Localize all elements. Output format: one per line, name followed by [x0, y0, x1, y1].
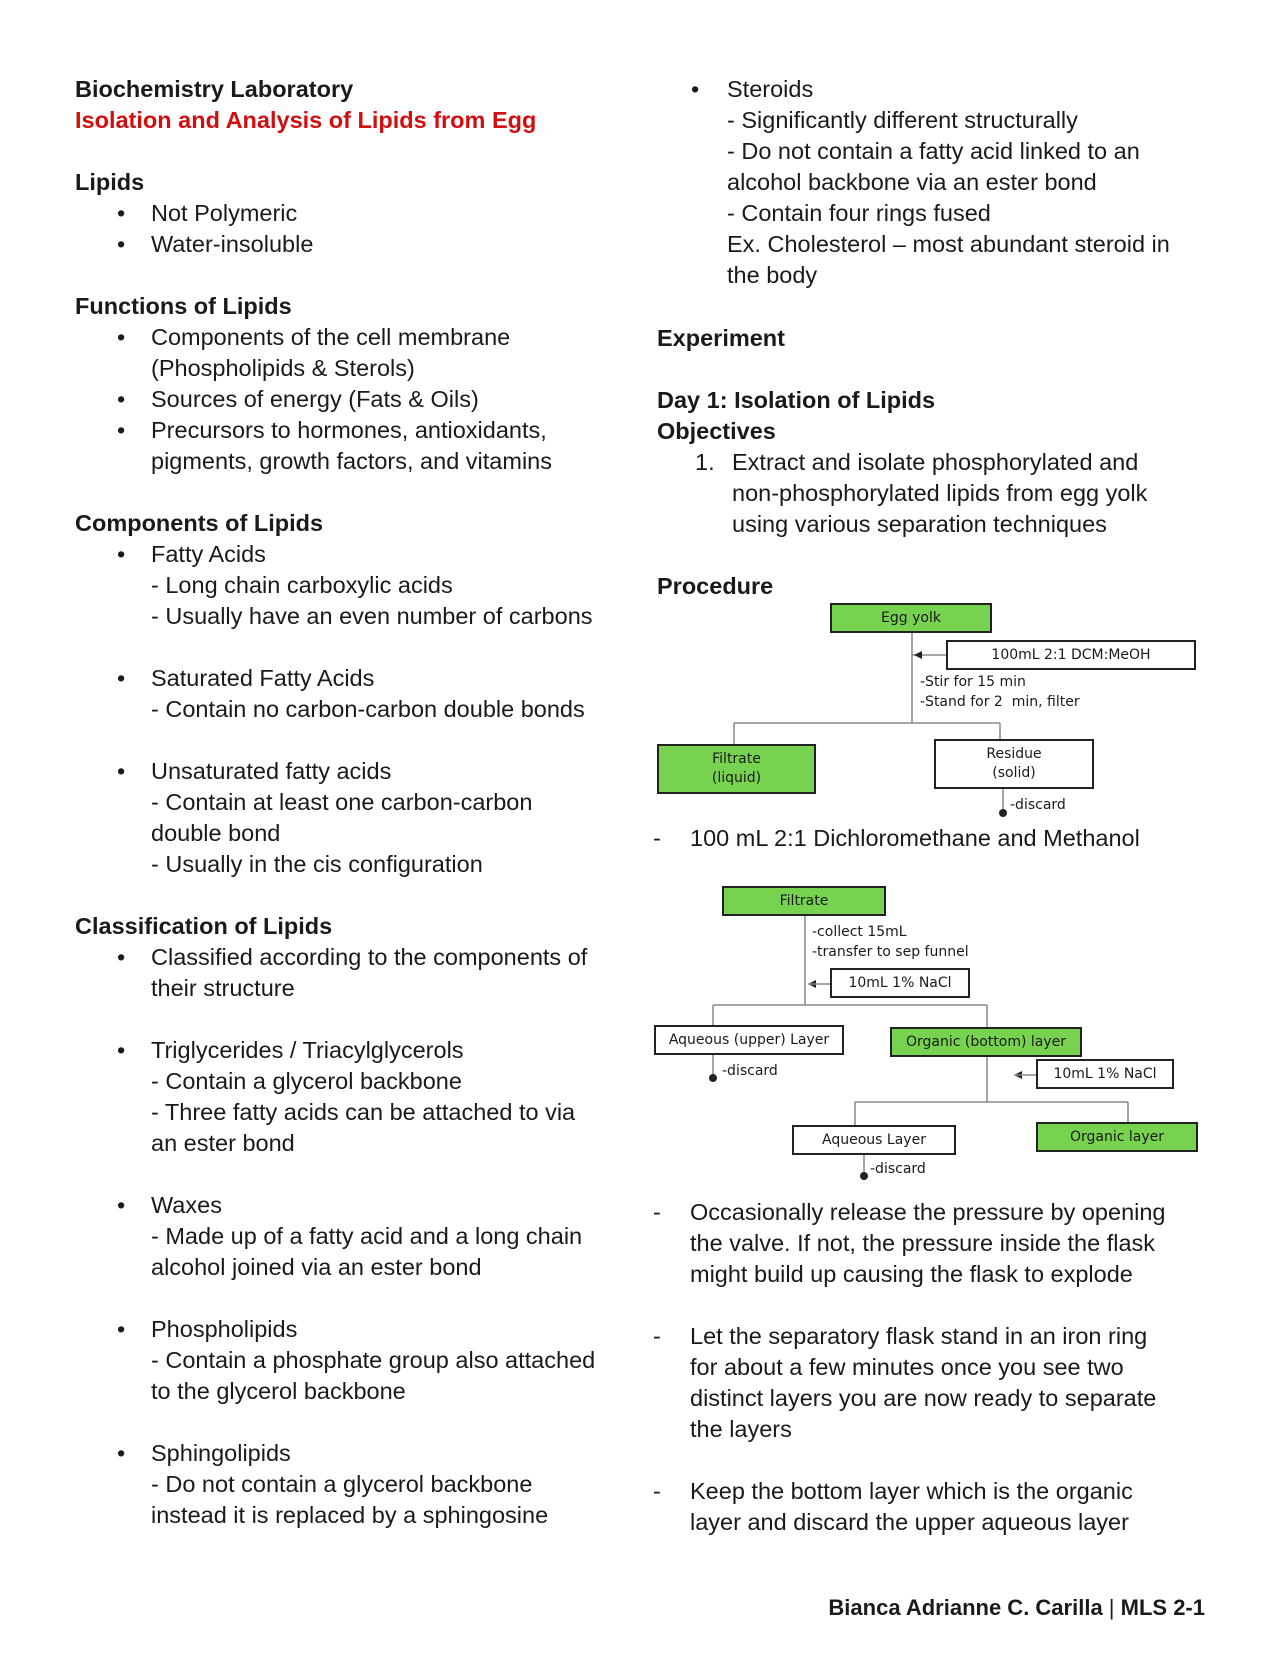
lipids-bullet: • Water-insoluble: [117, 231, 314, 257]
procedure-notes: [653, 1197, 1213, 1538]
lipids-heading: Lipids: [75, 169, 145, 195]
classification-heading: Classification of Lipids: [75, 913, 333, 939]
egg-yolk-box: Egg yolk: [830, 603, 992, 633]
note-item: - Keep the bottom layer which is the organic layer and discard the upper aqueous layer: [653, 1478, 1133, 1535]
steroids-item: • Steroids - Significantly different structurally - Do not contain a fatty acid linked to an alcohol backbone via an ester bond - Contain four rings fused Ex. Cholesterol – most abundant steroid in the body: [691, 76, 1170, 288]
components-heading: Components of Lipids: [75, 510, 324, 536]
organic-layer-box: Organic layer: [1036, 1122, 1198, 1152]
functions-heading: Functions of Lipids: [75, 293, 292, 319]
classification-item: • Triglycerides / Triacylglycerols - Contain a glycerol backbone - Three fatty acids can be attached to via an ester bond: [117, 1037, 576, 1156]
components-item: • Saturated Fatty Acids - Contain no carbon-carbon double bonds: [117, 665, 585, 722]
author-name: Bianca Adrianne C. Carilla: [828, 1595, 1103, 1620]
classification-item: • Sphingolipids - Do not contain a glycerol backbone instead it is replaced by a sphingosine: [117, 1440, 549, 1528]
solvent-box: 100mL 2:1 DCM:MeOH: [946, 640, 1196, 670]
functions-bullet: • Components of the cell membrane (Phospholipids & Sterols): [117, 324, 511, 381]
note-solvent: - 100 mL 2:1 Dichloromethane and Methanol: [653, 825, 1140, 851]
components-item: • Fatty Acids - Long chain carboxylic acids - Usually have an even number of carbons: [117, 541, 593, 629]
filtrate-liquid-box: Filtrate (liquid): [657, 744, 816, 794]
nacl-box-2: 10mL 1% NaCl: [1036, 1059, 1174, 1089]
flow2-steps: -collect 15mL -transfer to sep funnel: [812, 924, 969, 960]
classification-item: • Waxes - Made up of a fatty acid and a long chain alcohol joined via an ester bond: [117, 1192, 583, 1280]
components-item: • Unsaturated fatty acids - Contain at least one carbon-carbon double bond - Usually in the cis configuration: [117, 758, 533, 877]
note-item: - Let the separatory flask stand in an iron ring for about a few minutes once you see two distinct layers you are now ready to separate the layers: [653, 1323, 1157, 1442]
aqueous-layer-box: Aqueous Layer: [792, 1125, 956, 1155]
objectives-heading: Objectives: [657, 418, 776, 444]
aqueous-upper-box: Aqueous (upper) Layer: [654, 1025, 844, 1055]
procedure-heading: Procedure: [657, 573, 774, 599]
organic-bottom-box: Organic (bottom) layer: [890, 1027, 1082, 1057]
objective-item: 1. Extract and isolate phosphorylated and non-phosphorylated lipids from egg yolk using various separation techniques: [695, 449, 1148, 537]
author-footer: Bianca Adrianne C. Carilla | MLS 2-1: [828, 1595, 1205, 1620]
aqueous-upper-discard: -discard: [722, 1063, 778, 1079]
note-item: - Occasionally release the pressure by opening the valve. If not, the pressure inside the flask might build up causing the flask to explode: [653, 1199, 1166, 1287]
flow1-steps: -Stir for 15 min -Stand for 2 min, filter: [920, 674, 1080, 710]
functions-bullet: • Sources of energy (Fats & Oils): [117, 386, 479, 412]
residue-discard: -discard: [1010, 797, 1066, 813]
residue-solid-box: Residue (solid): [934, 739, 1094, 789]
functions-bullet: • Precursors to hormones, antioxidants, pigments, growth factors, and vitamins: [117, 417, 552, 474]
author-section: MLS 2-1: [1120, 1595, 1205, 1620]
filtrate-box: Filtrate: [722, 886, 886, 916]
classification-item: • Classified according to the components of their structure: [117, 944, 588, 1001]
course-title: Biochemistry Laboratory: [75, 76, 354, 102]
document-title: Isolation and Analysis of Lipids from Egg: [75, 107, 537, 133]
day1-heading: Day 1: Isolation of Lipids: [657, 387, 936, 413]
experiment-heading: Experiment: [657, 325, 785, 351]
nacl-box-1: 10mL 1% NaCl: [830, 968, 970, 998]
classification-item: • Phospholipids - Contain a phosphate group also attached to the glycerol backbone: [117, 1316, 596, 1404]
aqueous-layer-discard: -discard: [870, 1161, 926, 1177]
lipids-bullet: • Not Polymeric: [117, 200, 298, 226]
